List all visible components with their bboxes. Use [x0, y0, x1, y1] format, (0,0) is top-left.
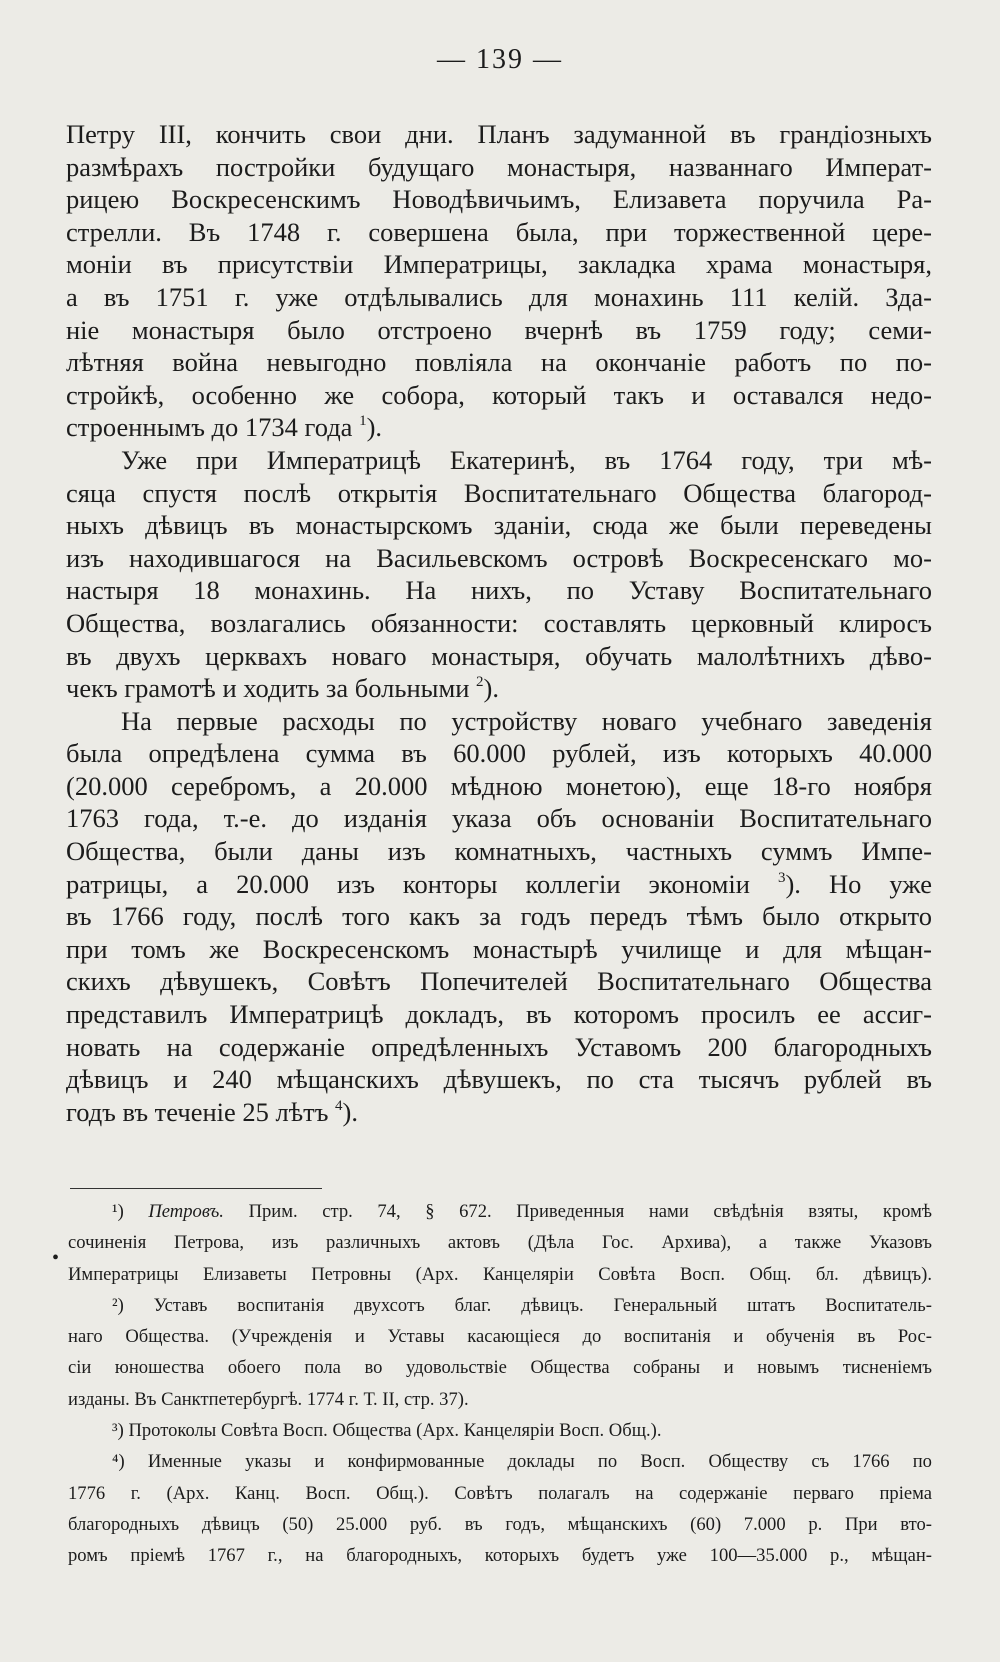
text-line: Общества, были даны изъ комнатныхъ, частныхъ суммъ Импе-	[66, 836, 932, 867]
text-fragment: ).	[342, 1096, 358, 1127]
footnote-line: благородныхъ дѣвицъ (50) 25.000 руб. въ годъ, мѣщанскихъ (60) 7.000 р. При вто-	[68, 1513, 932, 1535]
text-line: при томъ же Воскресенскомъ монастырѣ училище и для мѣщан-	[66, 933, 932, 964]
margin-mark: •	[52, 1247, 60, 1269]
text-line: Уже при Императрицѣ Екатеринѣ, въ 1764 году, три мѣ-	[121, 444, 932, 475]
footnote-line	[68, 1290, 932, 1321]
text-fragment: ).	[483, 673, 499, 704]
footnote-line: 1776 г. (Арх. Канц. Восп. Общ.). Совѣтъ полагалъ на содержаніе перваго пріема	[68, 1482, 932, 1504]
text-line: ныхъ дѣвицъ въ монастырскомъ зданіи, сюда же были переведены	[66, 510, 932, 541]
page-number: — 139 —	[437, 44, 563, 75]
footnote-line	[68, 1196, 932, 1227]
text-line: размѣрахъ постройки будущаго монастыря, названнаго Императ-	[66, 151, 932, 182]
text-line: Петру III, кончить свои дни. Планъ задуманной въ грандіозныхъ	[66, 119, 932, 149]
text-line: въ 1766 году, послѣ того какъ за годъ передъ тѣмъ было открыто	[66, 901, 932, 932]
footnote-ref-4: 4	[335, 1097, 343, 1114]
footnote-1	[68, 1196, 932, 1290]
footnote-ref-2: 2	[476, 674, 484, 691]
footnote-marker: ³)	[112, 1420, 124, 1442]
text-line: ніе монастыря было отстроено вчернѣ въ 1759 году; семи-	[66, 314, 932, 345]
text-line: Общества, возлагались обязанности: составлять церковный клиросъ	[66, 607, 932, 638]
paragraph-1	[66, 118, 932, 444]
text-line: стройкѣ, особенно же собора, который такъ и оставался недо-	[66, 379, 932, 410]
text-fragment: ).	[366, 412, 383, 443]
text-fragment: ). Но уже	[785, 868, 932, 899]
text-line: 1763 года, т.-е. до изданія указа объ основаніи Воспитательнаго	[66, 803, 932, 834]
footnote-line	[68, 1446, 932, 1477]
footnote-marker: ⁴)	[112, 1451, 125, 1473]
text-line: сяца спустя послѣ открытія Воспитательнаго Общества благород-	[66, 477, 932, 508]
footnote-marker: ²)	[112, 1294, 124, 1316]
text-line	[66, 411, 932, 444]
text-line: моніи въ присутствіи Императрицы, закладка храма монастыря,	[66, 249, 932, 280]
footnote-ref-3: 3	[777, 869, 786, 886]
text-fragment: Протоколы Совѣта Восп. Общества (Арх. Канцеляріи Восп. Общ.).	[128, 1420, 662, 1442]
text-fragment: чекъ грамотѣ и ходить за больными	[66, 673, 470, 704]
footnote-line: сочиненія Петрова, изъ различныхъ актовъ (Дѣла Гос. Архива), а также Указовъ	[68, 1232, 932, 1254]
text-line: скихъ дѣвушекъ, Совѣтъ Попечителей Воспитательнаго Общества	[66, 966, 932, 997]
footnote-line	[68, 1415, 932, 1446]
text-line: На первые расходы по устройству новаго учебнаго заведенія	[121, 705, 932, 736]
footnote-line: Императрицы Елизаветы Петровны (Арх. Канцеляріи Совѣта Восп. Общ. бл. дѣвицъ).	[68, 1263, 932, 1285]
text-fragment: Прим. стр. 74, § 672. Приведенныя нами свѣдѣнія взяты, кромѣ	[248, 1201, 932, 1222]
footnote-ref-1: 1	[359, 413, 367, 430]
footnote-line: ромъ пріемѣ 1767 г., на благородныхъ, которыхъ будетъ уже 100—35.000 р., мѣщан-	[68, 1545, 932, 1567]
text-line: а въ 1751 г. уже отдѣлывались для монахинь 111 келій. Зда-	[66, 281, 932, 312]
footnote-4	[68, 1446, 932, 1571]
text-fragment: ратрицы, а 20.000 изъ конторы коллегіи экономіи	[66, 868, 750, 899]
text-line: была опредѣлена сумма въ 60.000 рублей, изъ которыхъ 40.000	[66, 738, 932, 769]
footnote-marker: ¹)	[112, 1201, 124, 1222]
text-line: въ двухъ церквахъ новаго монастыря, обучать малолѣтнихъ дѣво-	[66, 640, 932, 671]
text-line: дѣвицъ и 240 мѣщанскихъ дѣвушекъ, по ста тысячъ рублей въ	[66, 1064, 932, 1095]
text-line	[66, 1096, 932, 1129]
text-line	[66, 868, 932, 901]
text-line: стрелли. Въ 1748 г. совершена была, при торжественной цере-	[66, 216, 932, 247]
text-fragment: строеннымъ до 1734 года	[66, 412, 353, 443]
text-line: изъ находившагося на Васильевскомъ островѣ Воскресенскаго мо-	[66, 542, 932, 573]
text-line: лѣтняя война невыгодно повліяла на окончаніе работъ по по-	[66, 347, 932, 378]
main-text	[66, 118, 932, 1128]
footnote-separator	[70, 1188, 322, 1189]
footnotes	[68, 1196, 932, 1572]
footnote-line: изданы. Въ Санктпетербургѣ. 1774 г. Т. II, стр. 37).	[68, 1388, 469, 1410]
text-fragment: Именные указы и конфирмованные доклады по Восп. Обществу съ 1766 по	[147, 1451, 932, 1473]
footnote-3	[68, 1415, 932, 1446]
footnote-line: сіи юношества обоего пола во удовольствіе Общества собраны и новымъ тисненіемъ	[68, 1357, 932, 1379]
paragraph-3	[66, 705, 932, 1129]
text-fragment: годъ въ теченіе 25 лѣтъ	[66, 1096, 329, 1127]
text-line: (20.000 серебромъ, а 20.000 мѣдною монетою), еще 18-го ноября	[66, 770, 932, 801]
footnote-line: наго Общества. (Учрежденія и Уставы касающіеся до воспитанія и обученія въ Рос-	[68, 1326, 932, 1348]
text-line: рицею Воскресенскимъ Новодѣвичьимъ, Елизавета поручила Ра-	[66, 184, 932, 215]
text-line: представилъ Императрицѣ докладъ, въ которомъ просилъ ее ассиг-	[66, 999, 932, 1030]
text-line	[66, 672, 932, 705]
footnote-2	[68, 1290, 932, 1415]
text-line: новать на содержаніе опредѣленныхъ Уставомъ 200 благородныхъ	[66, 1031, 932, 1062]
text-fragment: Уставъ воспитанія двухсотъ благ. дѣвицъ. Генеральный штатъ Воспитатель-	[153, 1294, 932, 1316]
footnote-author: Петровъ.	[148, 1201, 224, 1222]
paragraph-2	[66, 444, 932, 705]
text-line: настыря 18 монахинь. На нихъ, по Уставу Воспитательнаго	[66, 575, 932, 606]
